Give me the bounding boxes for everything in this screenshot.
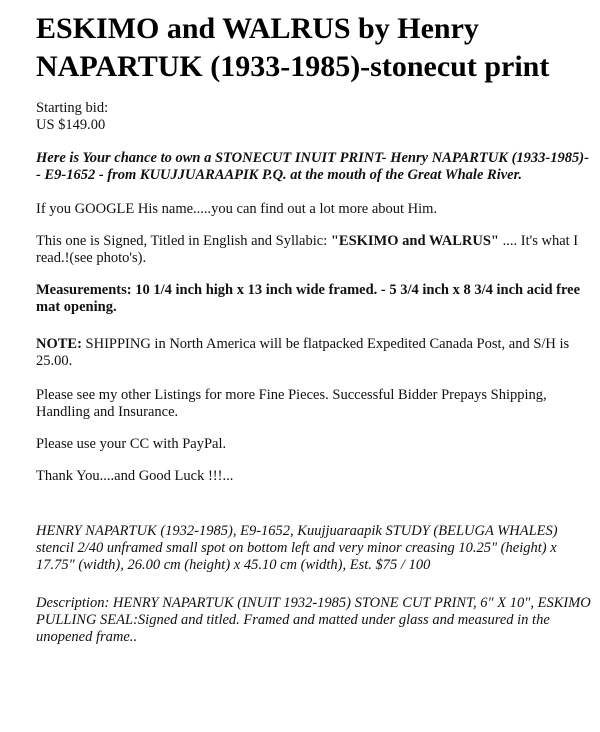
note-paragraph	[36, 336, 592, 370]
intro-paragraph: Here is Your chance to own a STONECUT INUIT PRINT- Henry NAPARTUK (1933-1985)- - E9-1652 - from KUUJJUARAAPIK P.Q. at the mouth of the Great Whale River.	[36, 150, 589, 183]
note-text: SHIPPING in North America will be flatpacked Expedited Canada Post, and S/H is 25.00.	[36, 336, 570, 369]
signed-title: "ESKIMO and WALRUS"	[330, 233, 499, 249]
listing-title: ESKIMO and WALRUS by Henry NAPARTUK (1933-1985)-stonecut print	[36, 12, 550, 83]
starting-bid-label: Starting bid:	[36, 100, 109, 116]
thanks-paragraph: Thank You....and Good Luck !!!...	[36, 468, 234, 484]
description-paragraph: Description: HENRY NAPARTUK (INUIT 1932-1985) STONE CUT PRINT, 6" X 10", ESKIMO PULLING SEAL:Signed and titled. Framed and matted under glass and measured in the unopened frame..	[36, 595, 591, 645]
signed-prefix: This one is Signed, Titled in English and Syllabic:	[36, 233, 331, 249]
starting-bid	[36, 100, 592, 134]
signed-paragraph	[36, 233, 592, 267]
paypal-paragraph: Please use your CC with PayPal.	[36, 436, 227, 452]
note-label: NOTE:	[36, 336, 82, 352]
study-paragraph: HENRY NAPARTUK (1932-1985), E9-1652, Kuujjuaraapik STUDY (BELUGA WHALES) stencil 2/40 unframed small spot on bottom left and very minor creasing 10.25" (height) x 17.75" (width), 26.00 cm (height) x 45.10 cm (width), Est. $75 / 100	[36, 523, 558, 573]
google-paragraph: If you GOOGLE His name.....you can find out a lot more about Him.	[36, 201, 438, 217]
measurements-paragraph: Measurements: 10 1/4 inch high x 13 inch wide framed. - 5 3/4 inch x 8 3/4 inch acid free mat opening.	[36, 282, 581, 315]
listing-document	[36, 10, 592, 646]
signed-suffix: .... It's what I read.!(see photo's).	[36, 233, 579, 266]
listings-paragraph: Please see my other Listings for more Fine Pieces. Successful Bidder Prepays Shipping, Handling and Insurance.	[36, 387, 547, 420]
starting-bid-value: US $149.00	[36, 117, 106, 133]
